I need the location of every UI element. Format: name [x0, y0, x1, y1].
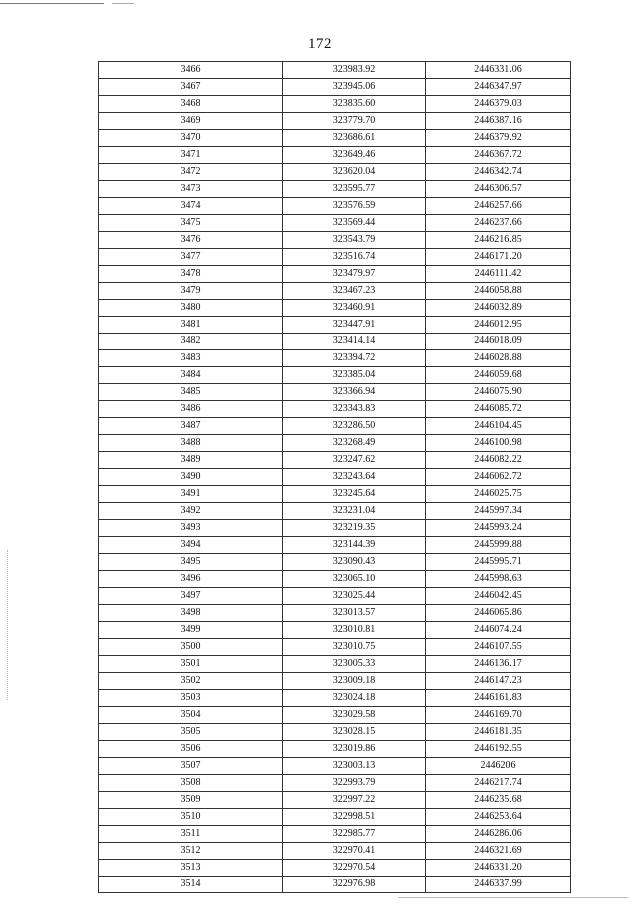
- point-number-cell: 3507: [99, 757, 283, 774]
- point-number-cell: 3502: [99, 672, 283, 689]
- y-coordinate-cell: 2445999.88: [426, 537, 571, 554]
- x-coordinate-cell: 323024.18: [283, 689, 426, 706]
- point-number-cell: 3481: [99, 316, 283, 333]
- coordinate-table: [98, 61, 571, 893]
- table-row: [99, 129, 571, 146]
- x-coordinate-cell: 322997.22: [283, 791, 426, 808]
- point-number-cell: 3482: [99, 333, 283, 350]
- table-row: [99, 316, 571, 333]
- y-coordinate-cell: 2446387.16: [426, 112, 571, 129]
- x-coordinate-cell: 323144.39: [283, 537, 426, 554]
- point-number-cell: 3483: [99, 350, 283, 367]
- table-row: [99, 876, 571, 893]
- x-coordinate-cell: 323394.72: [283, 350, 426, 367]
- x-coordinate-cell: 323219.35: [283, 520, 426, 537]
- x-coordinate-cell: 323286.50: [283, 418, 426, 435]
- x-coordinate-cell: 323620.04: [283, 163, 426, 180]
- y-coordinate-cell: 2446379.92: [426, 129, 571, 146]
- point-number-cell: 3499: [99, 621, 283, 638]
- table-row: [99, 723, 571, 740]
- table-row: [99, 299, 571, 316]
- point-number-cell: 3484: [99, 367, 283, 384]
- point-number-cell: 3503: [99, 689, 283, 706]
- x-coordinate-cell: 323245.64: [283, 486, 426, 503]
- x-coordinate-cell: 323516.74: [283, 248, 426, 265]
- point-number-cell: 3470: [99, 129, 283, 146]
- x-coordinate-cell: 323010.75: [283, 638, 426, 655]
- table-row: [99, 401, 571, 418]
- point-number-cell: 3498: [99, 605, 283, 622]
- y-coordinate-cell: 2445997.34: [426, 503, 571, 520]
- y-coordinate-cell: 2446136.17: [426, 655, 571, 672]
- table-row: [99, 231, 571, 248]
- page-number: 172: [308, 36, 332, 52]
- point-number-cell: 3471: [99, 146, 283, 163]
- table-row: [99, 774, 571, 791]
- table-row: [99, 638, 571, 655]
- x-coordinate-cell: 323779.70: [283, 112, 426, 129]
- point-number-cell: 3476: [99, 231, 283, 248]
- x-coordinate-cell: 323479.97: [283, 265, 426, 282]
- y-coordinate-cell: 2446331.06: [426, 62, 571, 79]
- table-row: [99, 62, 571, 79]
- table-row: [99, 146, 571, 163]
- point-number-cell: 3468: [99, 95, 283, 112]
- y-coordinate-cell: 2446012.95: [426, 316, 571, 333]
- point-number-cell: 3506: [99, 740, 283, 757]
- x-coordinate-cell: 323019.86: [283, 740, 426, 757]
- table-row: [99, 282, 571, 299]
- x-coordinate-cell: 323268.49: [283, 435, 426, 452]
- x-coordinate-cell: 323366.94: [283, 384, 426, 401]
- y-coordinate-cell: 2446042.45: [426, 588, 571, 605]
- point-number-cell: 3501: [99, 655, 283, 672]
- table-row: [99, 367, 571, 384]
- point-number-cell: 3500: [99, 638, 283, 655]
- point-number-cell: 3479: [99, 282, 283, 299]
- point-number-cell: 3474: [99, 197, 283, 214]
- point-number-cell: 3477: [99, 248, 283, 265]
- x-coordinate-cell: 323983.92: [283, 62, 426, 79]
- table-row: [99, 571, 571, 588]
- point-number-cell: 3514: [99, 876, 283, 893]
- table-row: [99, 214, 571, 231]
- x-coordinate-cell: 322985.77: [283, 825, 426, 842]
- point-number-cell: 3496: [99, 571, 283, 588]
- top-edge-rule: [0, 3, 104, 4]
- point-number-cell: 3505: [99, 723, 283, 740]
- y-coordinate-cell: 2446169.70: [426, 706, 571, 723]
- table-row: [99, 265, 571, 282]
- y-coordinate-cell: 2446028.88: [426, 350, 571, 367]
- table-row: [99, 588, 571, 605]
- y-coordinate-cell: 2446058.88: [426, 282, 571, 299]
- y-coordinate-cell: 2446147.23: [426, 672, 571, 689]
- bottom-edge-rule: [398, 897, 628, 898]
- x-coordinate-cell: 323686.61: [283, 129, 426, 146]
- point-number-cell: 3469: [99, 112, 283, 129]
- point-number-cell: 3485: [99, 384, 283, 401]
- y-coordinate-cell: 2446367.72: [426, 146, 571, 163]
- point-number-cell: 3493: [99, 520, 283, 537]
- y-coordinate-cell: 2446065.86: [426, 605, 571, 622]
- y-coordinate-cell: 2446107.55: [426, 638, 571, 655]
- x-coordinate-cell: 323247.62: [283, 452, 426, 469]
- table-row: [99, 197, 571, 214]
- table-row: [99, 333, 571, 350]
- x-coordinate-cell: 323009.18: [283, 672, 426, 689]
- y-coordinate-cell: 2446337.99: [426, 876, 571, 893]
- y-coordinate-cell: 2446082.22: [426, 452, 571, 469]
- y-coordinate-cell: 2445995.71: [426, 554, 571, 571]
- y-coordinate-cell: 2446342.74: [426, 163, 571, 180]
- point-number-cell: 3491: [99, 486, 283, 503]
- y-coordinate-cell: 2445998.63: [426, 571, 571, 588]
- table-row: [99, 112, 571, 129]
- point-number-cell: 3478: [99, 265, 283, 282]
- point-number-cell: 3489: [99, 452, 283, 469]
- table-row: [99, 621, 571, 638]
- point-number-cell: 3509: [99, 791, 283, 808]
- x-coordinate-cell: 322970.54: [283, 859, 426, 876]
- y-coordinate-cell: 2446331.20: [426, 859, 571, 876]
- table-row: [99, 180, 571, 197]
- point-number-cell: 3494: [99, 537, 283, 554]
- table-row: [99, 825, 571, 842]
- point-number-cell: 3467: [99, 78, 283, 95]
- y-coordinate-cell: 2446306.57: [426, 180, 571, 197]
- x-coordinate-cell: 323010.81: [283, 621, 426, 638]
- x-coordinate-cell: 323576.59: [283, 197, 426, 214]
- x-coordinate-cell: 323467.23: [283, 282, 426, 299]
- x-coordinate-cell: 323013.57: [283, 605, 426, 622]
- point-number-cell: 3475: [99, 214, 283, 231]
- point-number-cell: 3466: [99, 62, 283, 79]
- point-number-cell: 3487: [99, 418, 283, 435]
- y-coordinate-cell: 2446257.66: [426, 197, 571, 214]
- point-number-cell: 3508: [99, 774, 283, 791]
- y-coordinate-cell: 2446217.74: [426, 774, 571, 791]
- y-coordinate-cell: 2446111.42: [426, 265, 571, 282]
- table-row: [99, 757, 571, 774]
- point-number-cell: 3473: [99, 180, 283, 197]
- x-coordinate-cell: 323543.79: [283, 231, 426, 248]
- x-coordinate-cell: 323649.46: [283, 146, 426, 163]
- table-row: [99, 248, 571, 265]
- y-coordinate-cell: 2446379.03: [426, 95, 571, 112]
- table-row: [99, 520, 571, 537]
- y-coordinate-cell: 2446286.06: [426, 825, 571, 842]
- point-number-cell: 3513: [99, 859, 283, 876]
- point-number-cell: 3495: [99, 554, 283, 571]
- y-coordinate-cell: 2446062.72: [426, 469, 571, 486]
- y-coordinate-cell: 2446025.75: [426, 486, 571, 503]
- table-row: [99, 163, 571, 180]
- y-coordinate-cell: 2446032.89: [426, 299, 571, 316]
- x-coordinate-cell: 323005.33: [283, 655, 426, 672]
- point-number-cell: 3480: [99, 299, 283, 316]
- table-row: [99, 486, 571, 503]
- table-row: [99, 435, 571, 452]
- table-row: [99, 537, 571, 554]
- point-number-cell: 3497: [99, 588, 283, 605]
- table-row: [99, 418, 571, 435]
- table-row: [99, 469, 571, 486]
- y-coordinate-cell: 2446347.97: [426, 78, 571, 95]
- x-coordinate-cell: 323025.44: [283, 588, 426, 605]
- table-row: [99, 655, 571, 672]
- y-coordinate-cell: 2446085.72: [426, 401, 571, 418]
- y-coordinate-cell: 2446075.90: [426, 384, 571, 401]
- table-row: [99, 452, 571, 469]
- x-coordinate-cell: 322970.41: [283, 842, 426, 859]
- x-coordinate-cell: 323090.43: [283, 554, 426, 571]
- x-coordinate-cell: 323029.58: [283, 706, 426, 723]
- point-number-cell: 3486: [99, 401, 283, 418]
- y-coordinate-cell: 2446018.09: [426, 333, 571, 350]
- y-coordinate-cell: 2446171.20: [426, 248, 571, 265]
- table-row: [99, 672, 571, 689]
- x-coordinate-cell: 323385.04: [283, 367, 426, 384]
- table-row: [99, 95, 571, 112]
- y-coordinate-cell: 2446059.68: [426, 367, 571, 384]
- y-coordinate-cell: 2446100.98: [426, 435, 571, 452]
- point-number-cell: 3510: [99, 808, 283, 825]
- y-coordinate-cell: 2446192.55: [426, 740, 571, 757]
- x-coordinate-cell: 322976.98: [283, 876, 426, 893]
- y-coordinate-cell: 2446104.45: [426, 418, 571, 435]
- x-coordinate-cell: 323414.14: [283, 333, 426, 350]
- y-coordinate-cell: 2446216.85: [426, 231, 571, 248]
- y-coordinate-cell: 2446253.64: [426, 808, 571, 825]
- table-row: [99, 706, 571, 723]
- x-coordinate-cell: 323028.15: [283, 723, 426, 740]
- point-number-cell: 3488: [99, 435, 283, 452]
- table-row: [99, 791, 571, 808]
- table-row: [99, 689, 571, 706]
- x-coordinate-cell: 323065.10: [283, 571, 426, 588]
- x-coordinate-cell: 323835.60: [283, 95, 426, 112]
- x-coordinate-cell: 323569.44: [283, 214, 426, 231]
- x-coordinate-cell: 323447.91: [283, 316, 426, 333]
- x-coordinate-cell: 322993.79: [283, 774, 426, 791]
- table-row: [99, 842, 571, 859]
- table-row: [99, 740, 571, 757]
- table-row: [99, 808, 571, 825]
- y-coordinate-cell: 2446074.24: [426, 621, 571, 638]
- table-row: [99, 350, 571, 367]
- point-number-cell: 3490: [99, 469, 283, 486]
- coordinate-table-body: [99, 62, 571, 893]
- y-coordinate-cell: 2446161.83: [426, 689, 571, 706]
- x-coordinate-cell: 323231.04: [283, 503, 426, 520]
- x-coordinate-cell: 323460.91: [283, 299, 426, 316]
- x-coordinate-cell: 323243.64: [283, 469, 426, 486]
- point-number-cell: 3511: [99, 825, 283, 842]
- y-coordinate-cell: 2446237.66: [426, 214, 571, 231]
- table-row: [99, 384, 571, 401]
- table-row: [99, 554, 571, 571]
- point-number-cell: 3512: [99, 842, 283, 859]
- table-row: [99, 605, 571, 622]
- y-coordinate-cell: 2446235.68: [426, 791, 571, 808]
- table-row: [99, 503, 571, 520]
- x-coordinate-cell: 323595.77: [283, 180, 426, 197]
- point-number-cell: 3504: [99, 706, 283, 723]
- point-number-cell: 3492: [99, 503, 283, 520]
- top-edge-mark: [112, 3, 134, 4]
- table-row: [99, 859, 571, 876]
- y-coordinate-cell: 2446321.69: [426, 842, 571, 859]
- x-coordinate-cell: 323343.83: [283, 401, 426, 418]
- y-coordinate-cell: 2445993.24: [426, 520, 571, 537]
- y-coordinate-cell: 2446181.35: [426, 723, 571, 740]
- table-row: [99, 78, 571, 95]
- x-coordinate-cell: 322998.51: [283, 808, 426, 825]
- point-number-cell: 3472: [99, 163, 283, 180]
- x-coordinate-cell: 323945.06: [283, 78, 426, 95]
- y-coordinate-cell: 2446206: [426, 757, 571, 774]
- left-edge-mark: [7, 550, 9, 700]
- x-coordinate-cell: 323003.13: [283, 757, 426, 774]
